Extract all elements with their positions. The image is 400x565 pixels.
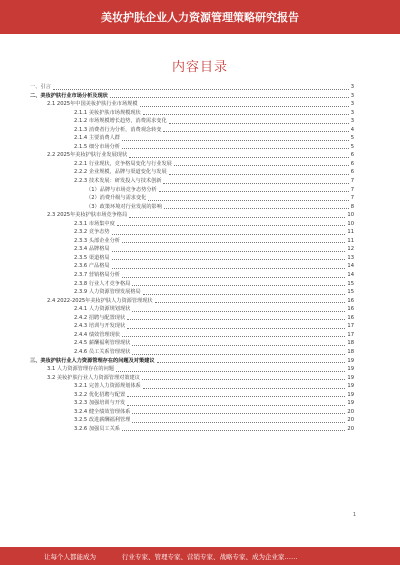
toc-leader-dots [142, 378, 345, 380]
toc-entry-page: 6 [350, 152, 354, 159]
toc-entry-title: 3.2.5 改进薪酬福利管理 [74, 417, 131, 424]
toc-entry-page: 3 [350, 101, 354, 108]
toc-entry[interactable] [30, 382, 354, 391]
toc-leader-dots [127, 395, 345, 397]
toc-entry-title: （3）政策环境对行业发展的影响 [86, 203, 162, 210]
toc-entry[interactable] [30, 177, 354, 186]
toc-entry-title: 2.3.5 渠道格局 [74, 254, 110, 261]
toc-entry-page: 10 [347, 212, 354, 219]
toc-leader-dots [132, 310, 345, 312]
toc-leader-dots [140, 105, 349, 107]
toc-leader-dots [143, 293, 346, 295]
toc-entry-page: 10 [347, 220, 354, 227]
toc-entry[interactable] [30, 322, 354, 331]
toc-entry[interactable] [30, 151, 354, 160]
toc-leader-dots [112, 258, 346, 260]
toc-entry-title: 2.3.9 人力资源管理发展格局 [74, 289, 141, 296]
toc-entry[interactable] [30, 391, 354, 400]
toc-leader-dots [122, 335, 345, 337]
toc-entry[interactable] [30, 348, 354, 357]
toc-entry-title: 3.2.3 加强培训与开发 [74, 400, 126, 407]
toc-entry-title: 2.3.4 品牌格局 [74, 246, 110, 253]
footer-slogan-right: 行业专家、管理专家、营销专家、战略专家、成为企业家…… [122, 552, 298, 561]
toc-entry-page: 3 [350, 92, 354, 99]
toc-entry-page: 3 [350, 84, 354, 90]
toc-entry-title: （1）品牌与市场竞争态势分析 [86, 186, 157, 193]
toc-leader-dots [129, 156, 349, 158]
toc-entry-page: 4 [350, 126, 354, 133]
toc-entry-page: 5 [350, 135, 354, 142]
report-title: 美妆护肤企业人力资源管理策略研究报告 [101, 11, 299, 24]
toc-entry[interactable] [30, 408, 354, 417]
toc-entry[interactable] [30, 262, 354, 271]
toc-leader-dots [159, 190, 349, 192]
toc-entry[interactable] [30, 416, 354, 425]
toc-entry-page: 3 [350, 118, 354, 125]
toc-entry-title: 2.3.3 头部企业分析 [74, 237, 120, 244]
toc-entry-title: 2.3.2 竞争态势 [74, 229, 110, 236]
toc-entry-title: 2.3.6 产品格局 [74, 263, 110, 270]
toc-entry-title: 2.4.2 招聘与配置现状 [74, 314, 126, 321]
page-number: 1 [352, 512, 356, 518]
toc-entry-page: 7 [350, 195, 354, 202]
toc-entry[interactable] [30, 220, 354, 229]
toc-entry-title: 3.2.1 完善人力资源规划体系 [74, 383, 141, 390]
toc-entry-page: 19 [347, 374, 354, 381]
toc-entry-title: 3.2.2 优化招聘与配置 [74, 391, 126, 398]
toc-entry-title: 3.2 美妆护肤行业人力资源管理对策建议 [47, 374, 140, 381]
toc-heading: 内容目录 [171, 60, 228, 75]
toc-entry-title: 2.4.4 绩效管理现状 [74, 331, 120, 338]
footer-bar [0, 547, 400, 565]
toc-entry[interactable] [30, 109, 354, 118]
toc-entry-title: 2.2.1 行业现状，竞争格局变化与行业发展 [74, 160, 172, 167]
toc-leader-dots [112, 250, 346, 252]
footer-slogan-left: 让每个人都能成为 [44, 552, 96, 561]
toc-entry-page: 13 [347, 254, 354, 261]
toc-entry[interactable] [30, 126, 354, 135]
toc-entry-page: 17 [347, 331, 354, 338]
toc-entry-title: 三、美妆护肤行业人力资源管理存在的问题及对策建议 [30, 357, 155, 364]
toc-entry[interactable] [30, 100, 354, 109]
toc-leader-dots [53, 88, 349, 90]
toc-leader-dots [132, 284, 345, 286]
toc-entry-title: 2.1.2 市场规模增长趋势，消费需求变化 [74, 118, 167, 125]
toc-leader-dots [132, 344, 345, 346]
toc-leader-dots [174, 164, 349, 166]
toc-entry-page: 7 [350, 186, 354, 193]
toc-entry[interactable] [30, 237, 354, 246]
toc-entry-page: 19 [347, 357, 354, 364]
toc-entry[interactable] [30, 288, 354, 297]
toc-entry-title: 2.2 2025年美妆护肤行业发展现状 [47, 152, 128, 159]
toc-entry-page: 18 [347, 348, 354, 355]
toc-entry-title: 2.4 2022-2025年美妆护肤人力资源管理现状 [47, 297, 153, 304]
toc-leader-dots [132, 412, 345, 414]
toc-entry[interactable] [30, 399, 354, 408]
toc-leader-dots [163, 130, 348, 132]
toc-entry-title: 2.3.8 行业人才竞争格局 [74, 280, 131, 287]
toc-entry-page: 20 [347, 408, 354, 415]
toc-entry-page: 16 [347, 314, 354, 321]
toc-leader-dots [122, 147, 349, 149]
toc-entry[interactable] [30, 92, 354, 101]
toc-entry-title: 3.1 人力资源管理存在的问题 [47, 366, 114, 373]
toc-entry[interactable] [30, 374, 354, 383]
toc-leader-dots [132, 353, 345, 355]
toc-entry-title: 一、引言 [30, 84, 51, 90]
toc-leader-dots [129, 216, 345, 218]
toc-leader-dots [110, 96, 349, 98]
toc-leader-dots [127, 318, 345, 320]
toc-entry[interactable] [30, 203, 354, 212]
toc-entry-page: 6 [350, 160, 354, 167]
toc-leader-dots [122, 241, 345, 243]
toc-entry-page: 7 [350, 178, 354, 185]
toc-leader-dots [143, 113, 349, 115]
toc-entry[interactable] [30, 271, 354, 280]
toc-entry[interactable] [30, 211, 354, 220]
toc-entry[interactable] [30, 186, 354, 195]
toc-leader-dots [117, 224, 346, 226]
toc-entry[interactable] [30, 339, 354, 348]
toc-entry-page: 19 [347, 400, 354, 407]
toc-entry-title: 2.2.3 技术发展：研发投入与技术创新 [74, 178, 162, 185]
toc-entry-page: 20 [347, 417, 354, 424]
toc-entry[interactable] [30, 357, 354, 366]
toc-entry[interactable] [30, 117, 354, 126]
toc-leader-dots [112, 267, 346, 269]
toc-entry-title: （2）消费升级与需求变化 [86, 195, 147, 202]
toc-entry-page: 15 [347, 289, 354, 296]
toc-entry-title: 2.1 2025年中国美妆护肤行业市场规模 [47, 101, 138, 108]
toc-leader-dots [169, 122, 349, 124]
toc-leader-dots [127, 404, 345, 406]
toc-entry-page: 14 [347, 263, 354, 270]
toc-entry-page: 16 [347, 297, 354, 304]
toc-entry-title: 2.1.4 主要消费人群 [74, 135, 120, 142]
toc-entry-page: 17 [347, 323, 354, 330]
toc-leader-dots [143, 387, 346, 389]
toc-entry[interactable] [30, 254, 354, 263]
toc-leader-dots [112, 233, 346, 235]
toc-entry-page: 6 [350, 169, 354, 176]
toc-entry-page: 19 [347, 366, 354, 373]
toc-leader-dots [122, 429, 345, 431]
toc-entry-page: 19 [347, 383, 354, 390]
toc-entry[interactable] [30, 297, 354, 306]
toc-entry-page: 14 [347, 272, 354, 279]
toc-entry-page: 5 [350, 143, 354, 150]
toc-entry-title: 3.2.6 加强员工关系 [74, 425, 120, 432]
toc-entry-title: 2.4.1 人力资源规划现状 [74, 306, 131, 313]
table-of-contents [30, 83, 354, 433]
toc-entry-title: 2.4.3 培训与开发现状 [74, 323, 126, 330]
toc-entry-title: 2.3 2025年美妆护肤市场竞争格局 [47, 212, 128, 219]
toc-entry[interactable] [30, 331, 354, 340]
toc-entry[interactable] [30, 134, 354, 143]
toc-entry-title: 2.2.2 企业规模，品牌与渠道变化与发展 [74, 169, 167, 176]
toc-entry-page: 20 [347, 425, 354, 432]
toc-entry[interactable] [30, 365, 354, 374]
toc-leader-dots [132, 421, 345, 423]
toc-entry-title: 2.1.3 消费者行为分析，消费观念转变 [74, 126, 162, 133]
toc-entry[interactable] [30, 160, 354, 169]
toc-entry-page: 11 [347, 237, 354, 244]
toc-leader-dots [157, 361, 346, 363]
toc-entry-title: 2.1.1 美妆护肤市场规模现状 [74, 109, 141, 116]
toc-leader-dots [122, 139, 349, 141]
toc-entry-page: 19 [347, 391, 354, 398]
toc-entry[interactable] [30, 245, 354, 254]
toc-entry-page: 8 [350, 203, 354, 210]
toc-entry-page: 18 [347, 340, 354, 347]
toc-leader-dots [164, 207, 349, 209]
toc-entry-page: 3 [350, 109, 354, 116]
toc-leader-dots [169, 173, 349, 175]
toc-leader-dots [127, 327, 345, 329]
toc-entry-title: 2.3.7 营销格局分析 [74, 272, 120, 279]
toc-entry[interactable] [30, 143, 354, 152]
toc-entry-title: 3.2.4 健全绩效管理体系 [74, 408, 131, 415]
toc-entry-title: 2.1.5 细分市场分析 [74, 143, 120, 150]
toc-entry[interactable] [30, 314, 354, 323]
toc-entry[interactable] [30, 83, 354, 92]
toc-entry-page: 16 [347, 306, 354, 313]
toc-leader-dots [122, 276, 345, 278]
toc-entry-title: 2.4.5 薪酬福利管理现状 [74, 340, 131, 347]
toc-entry[interactable] [30, 305, 354, 314]
toc-entry-title: 二、美妆护肤行业市场分析及现状 [30, 92, 108, 99]
toc-entry-page: 12 [347, 246, 354, 253]
toc-entry-title: 2.3.1 市场集中度 [74, 220, 115, 227]
toc-entry-title: 2.4.6 员工关系管理现状 [74, 348, 131, 355]
toc-entry-page: 11 [347, 229, 354, 236]
toc-entry[interactable] [30, 425, 354, 434]
toc-leader-dots [155, 301, 346, 303]
toc-entry-page: 15 [347, 280, 354, 287]
toc-leader-dots [116, 370, 345, 372]
toc-entry[interactable] [30, 194, 354, 203]
header-bar [0, 0, 400, 34]
toc-entry[interactable] [30, 280, 354, 289]
toc-entry[interactable] [30, 168, 354, 177]
toc-leader-dots [148, 199, 348, 201]
toc-entry[interactable] [30, 228, 354, 237]
toc-leader-dots [163, 182, 348, 184]
